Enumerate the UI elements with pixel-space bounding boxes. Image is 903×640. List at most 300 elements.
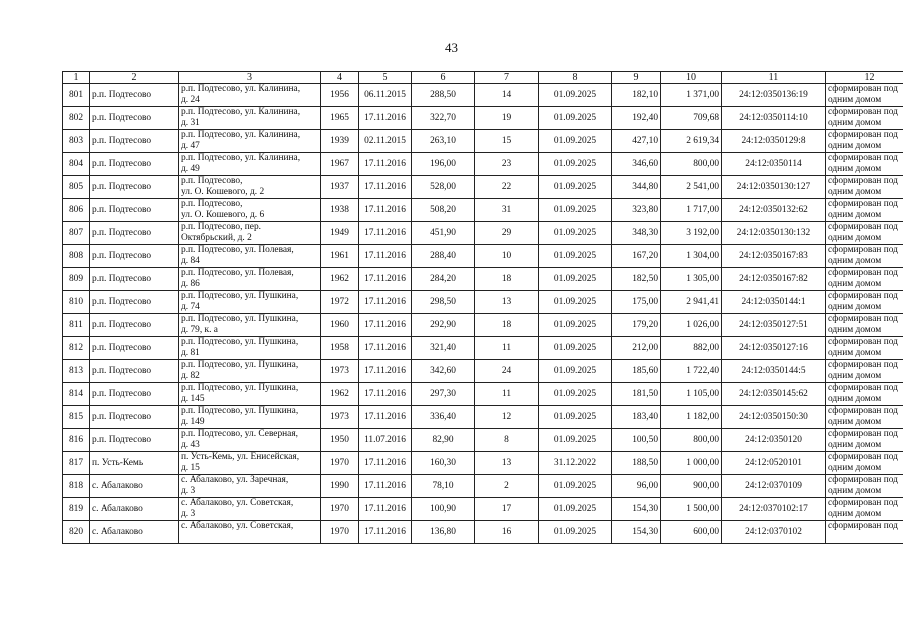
date-cell [359, 498, 412, 521]
land-status-line-1: сформирован под [828, 291, 898, 301]
land-value-text: 1 717,00 [686, 204, 719, 215]
land-status-cell [826, 429, 903, 452]
deadline-date-cell [539, 268, 612, 291]
land-area-text: 179,20 [632, 319, 658, 330]
address-cell [179, 199, 321, 222]
deadline-date-text: 01.09.2025 [553, 480, 597, 491]
land-value-text: 709,68 [693, 112, 719, 123]
row-number-text: 810 [68, 296, 84, 307]
address-line-2: д. 31 [181, 118, 200, 128]
land-status-cell [826, 314, 903, 337]
date-text: 17.11.2016 [364, 388, 406, 399]
column-number: 11 [722, 72, 826, 84]
area-text: 100,90 [430, 503, 456, 514]
cadastral-number-cell [722, 291, 826, 314]
year-built-text: 1967 [330, 158, 349, 169]
land-value-text: 800,00 [693, 434, 719, 445]
cadastral-number-cell [722, 314, 826, 337]
column-number: 3 [179, 72, 321, 84]
year-built-cell [321, 429, 359, 452]
address-line-1: р.п. Подтесово, ул. Калинина, [181, 130, 301, 140]
land-status-line-2: одним домом [828, 95, 882, 105]
address-line-1: р.п. Подтесово, ул. Калинина, [181, 84, 301, 94]
area-cell [412, 314, 475, 337]
column-number: 9 [612, 72, 661, 84]
land-status-line-2: одним домом [828, 463, 882, 473]
land-area-cell [612, 153, 661, 176]
area-text: 288,40 [430, 250, 456, 261]
row-number-cell [63, 176, 90, 199]
area-cell [412, 222, 475, 245]
residents-count-cell [475, 383, 539, 406]
residents-count-text: 12 [501, 411, 512, 422]
land-status-line-1: сформирован под [828, 360, 898, 370]
cadastral-number-cell [722, 360, 826, 383]
land-area-cell [612, 222, 661, 245]
land-area-cell [612, 84, 661, 107]
year-built-cell [321, 475, 359, 498]
date-cell [359, 475, 412, 498]
land-value-text: 1 722,40 [686, 365, 719, 376]
land-status-line-1: сформирован под [828, 521, 898, 531]
land-area-text: 346,60 [632, 158, 658, 169]
deadline-date-text: 01.09.2025 [553, 296, 597, 307]
land-status-line-2: одним домом [828, 440, 882, 450]
address-line-1: р.п. Подтесово, ул. Пушкина, [181, 291, 299, 301]
row-number-cell [63, 291, 90, 314]
land-status-line-1: сформирован под [828, 176, 898, 186]
land-status-line-1: сформирован под [828, 153, 898, 163]
cadastral-number-text: 24:12:0350167:82 [739, 273, 808, 284]
residents-count-cell [475, 429, 539, 452]
deadline-date-text: 01.09.2025 [553, 503, 597, 514]
cadastral-number-text: 24:12:0370102 [745, 526, 802, 537]
address-line-1: с. Абалаково, ул. Советская, [181, 521, 294, 531]
area-text: 82,90 [432, 434, 454, 445]
settlement-cell [90, 314, 179, 337]
land-value-text: 1 305,00 [686, 273, 719, 284]
land-status-line-2: одним домом [828, 302, 882, 312]
settlement-cell [90, 475, 179, 498]
deadline-date-cell [539, 406, 612, 429]
land-area-cell [612, 130, 661, 153]
year-built-text: 1950 [330, 434, 349, 445]
settlement-text: р.п. Подтесово [92, 135, 152, 146]
land-area-cell [612, 291, 661, 314]
date-cell [359, 222, 412, 245]
land-area-cell [612, 199, 661, 222]
land-status-cell [826, 268, 903, 291]
area-cell [412, 291, 475, 314]
cadastral-number-text: 24:12:0350136:19 [739, 89, 808, 100]
land-status-line-1: сформирован под [828, 268, 898, 278]
land-status-line-1: сформирован под [828, 245, 898, 255]
year-built-cell [321, 314, 359, 337]
land-value-cell [661, 268, 722, 291]
deadline-date-cell [539, 360, 612, 383]
address-line-1: р.п. Подтесово, [181, 199, 243, 209]
deadline-date-text: 01.09.2025 [553, 250, 597, 261]
date-cell [359, 337, 412, 360]
land-status-line-2: одним домом [828, 164, 882, 174]
row-number-cell [63, 199, 90, 222]
address-line-1: р.п. Подтесово, ул. Полевая, [181, 245, 294, 255]
settlement-cell [90, 429, 179, 452]
column-number: 8 [539, 72, 612, 84]
settlement-text: р.п. Подтесово [92, 204, 152, 215]
cadastral-number-text: 24:12:0350127:51 [739, 319, 808, 330]
land-value-text: 1 500,00 [686, 503, 719, 514]
address-line-2: д. 86 [181, 279, 200, 289]
settlement-text: с. Абалаково [92, 503, 143, 514]
address-line-1: р.п. Подтесово, ул. Пушкина, [181, 337, 299, 347]
row-number-text: 813 [68, 365, 84, 376]
address-cell [179, 360, 321, 383]
residents-count-text: 17 [501, 503, 512, 514]
deadline-date-cell [539, 130, 612, 153]
year-built-cell [321, 245, 359, 268]
date-text: 17.11.2016 [364, 411, 406, 422]
land-status-cell [826, 84, 903, 107]
area-cell [412, 84, 475, 107]
area-cell [412, 498, 475, 521]
land-status-cell [826, 291, 903, 314]
area-cell [412, 452, 475, 475]
land-area-text: 175,00 [632, 296, 658, 307]
deadline-date-text: 01.09.2025 [553, 135, 597, 146]
row-number-cell [63, 222, 90, 245]
row-number-cell [63, 475, 90, 498]
address-line-2: д. 24 [181, 95, 200, 105]
land-status-cell [826, 222, 903, 245]
land-value-text: 800,00 [693, 158, 719, 169]
deadline-date-cell [539, 222, 612, 245]
row-number-text: 820 [68, 526, 84, 537]
deadline-date-cell [539, 475, 612, 498]
date-cell [359, 314, 412, 337]
year-built-cell [321, 268, 359, 291]
date-text: 17.11.2016 [364, 503, 406, 514]
date-cell [359, 245, 412, 268]
land-value-cell [661, 337, 722, 360]
deadline-date-text: 01.09.2025 [553, 365, 597, 376]
area-text: 451,90 [430, 227, 456, 238]
area-text: 284,20 [430, 273, 456, 284]
address-line-1: р.п. Подтесово, ул. Полевая, [181, 268, 294, 278]
year-built-text: 1970 [330, 503, 349, 514]
row-number-text: 801 [68, 89, 84, 100]
date-text: 02.11.2015 [364, 135, 406, 146]
settlement-text: р.п. Подтесово [92, 181, 152, 192]
area-text: 292,90 [430, 319, 456, 330]
residents-count-cell [475, 291, 539, 314]
row-number-text: 811 [69, 319, 83, 330]
land-area-text: 188,50 [632, 457, 658, 468]
row-number-text: 805 [68, 181, 84, 192]
year-built-text: 1958 [330, 342, 349, 353]
land-area-cell [612, 452, 661, 475]
area-cell [412, 475, 475, 498]
settlement-cell [90, 291, 179, 314]
cadastral-number-cell [722, 130, 826, 153]
date-cell [359, 107, 412, 130]
address-cell [179, 429, 321, 452]
residents-count-cell [475, 107, 539, 130]
land-status-line-2: одним домом [828, 279, 882, 289]
residents-count-cell [475, 337, 539, 360]
row-number-cell [63, 452, 90, 475]
address-line-2: д. 84 [181, 256, 200, 266]
row-number-text: 812 [68, 342, 84, 353]
deadline-date-cell [539, 176, 612, 199]
deadline-date-cell [539, 429, 612, 452]
area-text: 321,40 [430, 342, 456, 353]
year-built-text: 1965 [330, 112, 349, 123]
address-line-1: р.п. Подтесово, ул. Пушкина, [181, 360, 299, 370]
address-cell [179, 222, 321, 245]
residents-count-text: 15 [501, 135, 512, 146]
land-value-cell [661, 360, 722, 383]
address-cell [179, 107, 321, 130]
settlement-text: п. Усть-Кемь [92, 457, 144, 468]
land-status-line-2: одним домом [828, 210, 882, 220]
area-cell [412, 383, 475, 406]
date-cell [359, 268, 412, 291]
address-line-1: р.п. Подтесово, ул. Пушкина, [181, 406, 299, 416]
land-area-cell [612, 245, 661, 268]
table-row [63, 84, 903, 107]
area-text: 263,10 [430, 135, 456, 146]
land-area-text: 427,10 [632, 135, 658, 146]
year-built-cell [321, 84, 359, 107]
row-number-cell [63, 383, 90, 406]
cadastral-number-cell [722, 84, 826, 107]
address-line-2: Октябрьский, д. 2 [181, 233, 252, 243]
table-row [63, 199, 903, 222]
row-number-cell [63, 498, 90, 521]
deadline-date-text: 01.09.2025 [553, 227, 597, 238]
deadline-date-text: 31.12.2022 [553, 457, 597, 468]
deadline-date-cell [539, 291, 612, 314]
land-status-line-1: сформирован под [828, 452, 898, 462]
date-text: 17.11.2016 [364, 457, 406, 468]
row-number-text: 819 [68, 503, 84, 514]
date-cell [359, 452, 412, 475]
date-text: 17.11.2016 [364, 365, 406, 376]
year-built-cell [321, 360, 359, 383]
residents-count-cell [475, 84, 539, 107]
table-row [63, 429, 903, 452]
area-cell [412, 521, 475, 544]
land-area-text: 100,50 [632, 434, 658, 445]
year-built-text: 1973 [330, 411, 349, 422]
deadline-date-text: 01.09.2025 [553, 273, 597, 284]
land-value-text: 2 941,41 [686, 296, 719, 307]
address-line-1: р.п. Подтесово, ул. Пушкина, [181, 383, 299, 393]
residents-count-text: 10 [501, 250, 512, 261]
address-line-2: д. 149 [181, 417, 205, 427]
year-built-text: 1961 [330, 250, 349, 261]
year-built-cell [321, 107, 359, 130]
address-cell [179, 406, 321, 429]
year-built-cell [321, 176, 359, 199]
date-cell [359, 84, 412, 107]
row-number-cell [63, 337, 90, 360]
cadastral-number-cell [722, 245, 826, 268]
cadastral-number-cell [722, 406, 826, 429]
land-area-cell [612, 521, 661, 544]
land-status-line-2: одним домом [828, 417, 882, 427]
residents-count-text: 8 [504, 434, 509, 445]
address-line-2: д. 47 [181, 141, 200, 151]
settlement-text: р.п. Подтесово [92, 273, 152, 284]
deadline-date-text: 01.09.2025 [553, 158, 597, 169]
settlement-text: р.п. Подтесово [92, 227, 152, 238]
date-cell [359, 153, 412, 176]
residents-count-text: 11 [501, 388, 512, 399]
row-number-cell [63, 107, 90, 130]
row-number-text: 802 [68, 112, 84, 123]
land-area-text: 192,40 [632, 112, 658, 123]
land-status-cell [826, 130, 903, 153]
date-text: 17.11.2016 [364, 204, 406, 215]
address-line-1: р.п. Подтесово, ул. Калинина, [181, 153, 301, 163]
settlement-cell [90, 130, 179, 153]
date-text: 17.11.2016 [364, 342, 406, 353]
table-row [63, 130, 903, 153]
column-number: 4 [321, 72, 359, 84]
land-status-cell [826, 406, 903, 429]
settlement-text: р.п. Подтесово [92, 411, 152, 422]
column-number: 10 [661, 72, 722, 84]
column-number: 2 [90, 72, 179, 84]
land-status-line-2: одним домом [828, 509, 882, 519]
land-status-line-1: сформирован под [828, 84, 898, 94]
land-status-line-1: сформирован под [828, 406, 898, 416]
table-row [63, 475, 903, 498]
land-value-cell [661, 452, 722, 475]
date-text: 17.11.2016 [364, 526, 406, 537]
land-status-line-2: одним домом [828, 141, 882, 151]
deadline-date-text: 01.09.2025 [553, 89, 597, 100]
land-status-cell [826, 153, 903, 176]
deadline-date-cell [539, 521, 612, 544]
column-number-header-row [63, 72, 903, 84]
cadastral-number-cell [722, 268, 826, 291]
cadastral-number-text: 24:12:0350129:8 [741, 135, 806, 146]
address-cell [179, 475, 321, 498]
year-built-text: 1962 [330, 388, 349, 399]
land-value-cell [661, 498, 722, 521]
land-value-cell [661, 176, 722, 199]
residents-count-cell [475, 360, 539, 383]
residents-count-cell [475, 199, 539, 222]
land-status-line-2: одним домом [828, 348, 882, 358]
year-built-cell [321, 521, 359, 544]
area-text: 160,30 [430, 457, 456, 468]
residents-count-cell [475, 314, 539, 337]
land-value-text: 1 026,00 [686, 319, 719, 330]
land-area-text: 212,00 [632, 342, 658, 353]
cadastral-number-cell [722, 222, 826, 245]
residents-count-cell [475, 498, 539, 521]
residents-count-text: 13 [501, 457, 512, 468]
year-built-text: 1972 [330, 296, 349, 307]
residents-count-text: 29 [501, 227, 512, 238]
area-cell [412, 337, 475, 360]
column-number: 5 [359, 72, 412, 84]
land-area-text: 154,30 [632, 526, 658, 537]
address-line-2: д. 74 [181, 302, 200, 312]
address-line-1: р.п. Подтесово, ул. Пушкина, [181, 314, 299, 324]
address-line-1: р.п. Подтесово, пер. [181, 222, 261, 232]
date-cell [359, 406, 412, 429]
year-built-cell [321, 383, 359, 406]
cadastral-number-cell [722, 429, 826, 452]
housing-registry-table [62, 71, 903, 544]
year-built-text: 1962 [330, 273, 349, 284]
land-area-text: 323,80 [632, 204, 658, 215]
date-cell [359, 383, 412, 406]
year-built-text: 1970 [330, 526, 349, 537]
land-value-text: 882,00 [693, 342, 719, 353]
year-built-cell [321, 130, 359, 153]
address-line-2: д. 79, к. а [181, 325, 218, 335]
address-cell [179, 452, 321, 475]
address-line-1: р.п. Подтесово, ул. Калинина, [181, 107, 301, 117]
settlement-cell [90, 360, 179, 383]
settlement-text: р.п. Подтесово [92, 158, 152, 169]
settlement-text: р.п. Подтесово [92, 319, 152, 330]
cadastral-number-text: 24:12:0370109 [745, 480, 802, 491]
year-built-text: 1939 [330, 135, 349, 146]
date-text: 17.11.2016 [364, 181, 406, 192]
cadastral-number-cell [722, 199, 826, 222]
residents-count-text: 11 [501, 342, 512, 353]
settlement-cell [90, 245, 179, 268]
area-text: 297,30 [430, 388, 456, 399]
land-status-line-2: одним домом [828, 256, 882, 266]
cadastral-number-text: 24:12:0520101 [745, 457, 802, 468]
residents-count-text: 31 [501, 204, 512, 215]
residents-count-cell [475, 475, 539, 498]
row-number-text: 807 [68, 227, 84, 238]
land-status-line-2: одним домом [828, 371, 882, 381]
residents-count-text: 19 [501, 112, 512, 123]
deadline-date-text: 01.09.2025 [553, 319, 597, 330]
area-cell [412, 245, 475, 268]
year-built-cell [321, 406, 359, 429]
row-number-cell [63, 130, 90, 153]
settlement-cell [90, 107, 179, 130]
cadastral-number-cell [722, 521, 826, 544]
residents-count-text: 22 [501, 181, 512, 192]
land-value-text: 1 304,00 [686, 250, 719, 261]
address-line-1: с. Абалаково, ул. Заречная, [181, 475, 289, 485]
deadline-date-text: 01.09.2025 [553, 342, 597, 353]
year-built-cell [321, 222, 359, 245]
cadastral-number-text: 24:12:0350130:132 [736, 227, 811, 238]
cadastral-number-text: 24:12:0350144:5 [741, 365, 806, 376]
settlement-text: р.п. Подтесово [92, 296, 152, 307]
land-status-line-1: сформирован под [828, 475, 898, 485]
land-value-text: 900,00 [693, 480, 719, 491]
area-cell [412, 107, 475, 130]
column-number: 6 [412, 72, 475, 84]
settlement-text: с. Абалаково [92, 526, 143, 537]
residents-count-text: 23 [501, 158, 512, 169]
land-value-cell [661, 245, 722, 268]
